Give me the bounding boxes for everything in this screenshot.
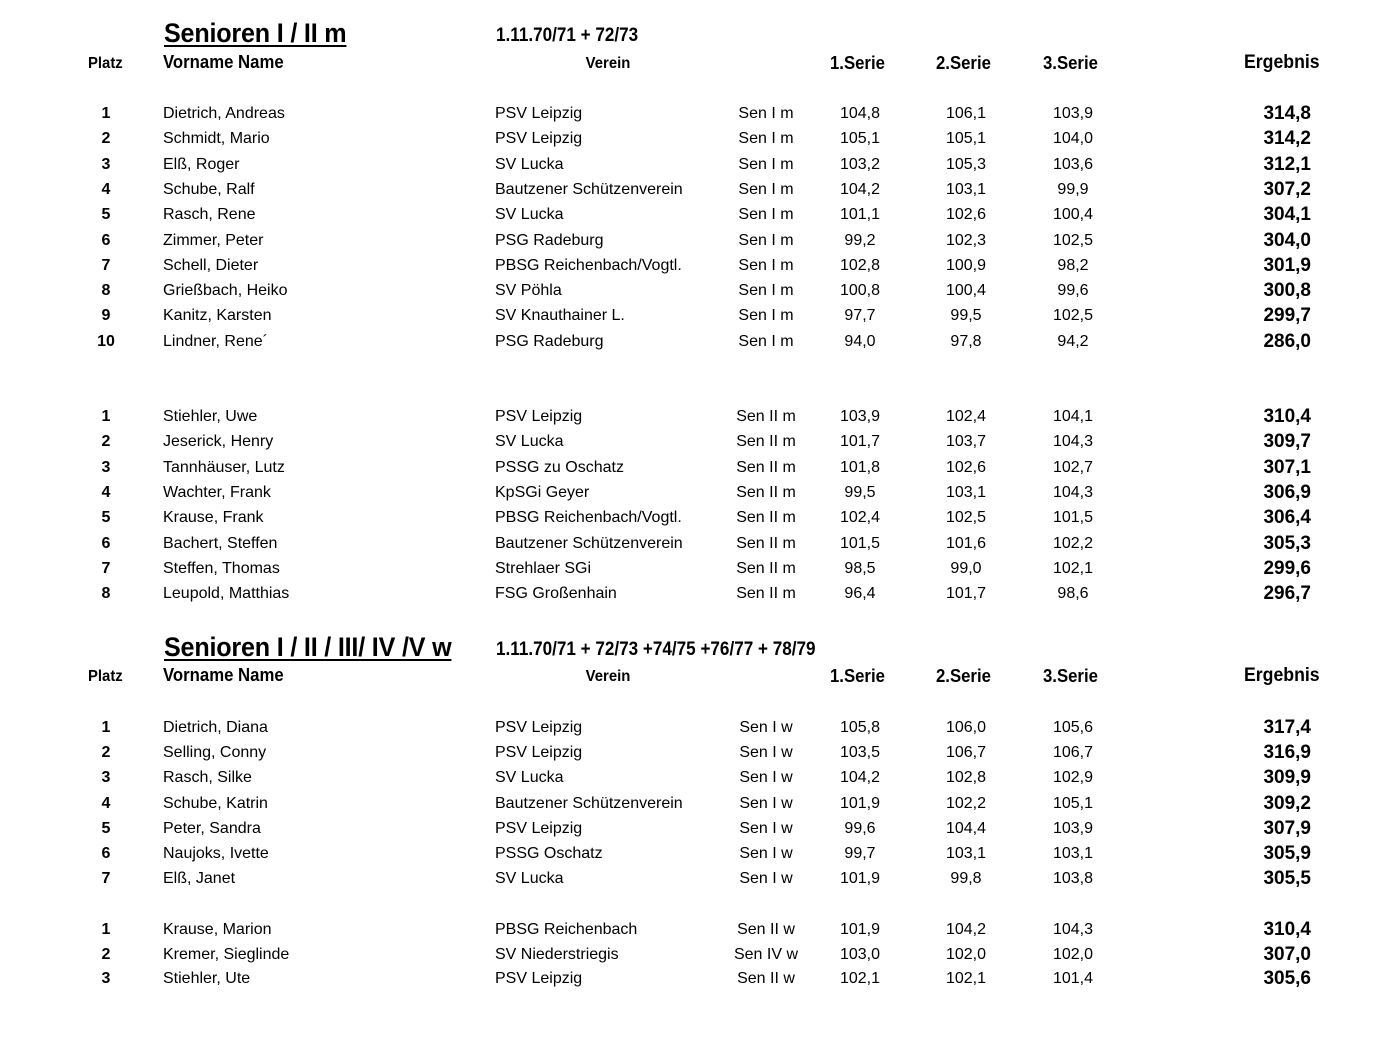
table-row xyxy=(0,582,1395,606)
serie-3-cell: 104,0 xyxy=(1052,130,1094,148)
result-cell: 309,9 xyxy=(1263,767,1311,789)
serie-1-cell: 101,9 xyxy=(839,870,881,888)
name-cell: Kanitz, Karsten xyxy=(163,307,272,325)
serie-1-cell: 104,8 xyxy=(839,105,881,122)
name-cell: Rasch, Rene xyxy=(163,206,256,224)
table-row xyxy=(0,102,1395,126)
serie-1-cell: 103,9 xyxy=(839,408,881,425)
rank-cell: 6 xyxy=(101,845,111,862)
club-cell: PSSG zu Oschatz xyxy=(495,458,624,476)
serie-2-cell: 103,7 xyxy=(945,433,987,451)
result-cell: 314,8 xyxy=(1263,103,1311,124)
name-cell: Schmidt, Mario xyxy=(163,130,270,148)
club-cell: PSV Leipzig xyxy=(495,970,583,987)
serie-2-cell: 105,3 xyxy=(945,155,987,173)
serie-1-cell: 99,5 xyxy=(844,483,876,501)
serie-3-cell: 104,3 xyxy=(1052,483,1094,501)
table-row xyxy=(0,842,1395,866)
club-cell: PSV Leipzig xyxy=(495,130,583,148)
club-cell: Strehlaer SGi xyxy=(495,559,592,577)
table-row xyxy=(0,430,1395,454)
table-row xyxy=(0,741,1395,765)
rank-cell: 10 xyxy=(97,332,115,350)
table-row xyxy=(0,532,1395,556)
result-cell: 304,1 xyxy=(1263,204,1311,226)
class-cell: Sen I w xyxy=(739,819,793,837)
class-cell: Sen II m xyxy=(736,483,796,501)
result-cell: 306,4 xyxy=(1263,507,1311,529)
serie-1-cell: 98,5 xyxy=(844,559,876,577)
name-cell: Krause, Frank xyxy=(163,509,264,527)
result-cell: 309,2 xyxy=(1263,792,1311,814)
serie-1-cell: 105,8 xyxy=(839,719,881,736)
table-row xyxy=(0,304,1395,328)
table-row xyxy=(0,456,1395,480)
club-cell: Bautzener Schützenverein xyxy=(495,534,683,552)
serie-2-cell: 99,5 xyxy=(950,307,982,325)
serie-2-cell: 102,4 xyxy=(945,408,987,425)
serie-2-cell: 97,8 xyxy=(950,332,982,350)
table-row xyxy=(0,867,1395,891)
rank-cell: 7 xyxy=(101,870,111,888)
table-row xyxy=(0,254,1395,278)
header-name: Vorname Name xyxy=(163,52,284,72)
name-cell: Tannhäuser, Lutz xyxy=(163,458,285,476)
result-cell: 299,6 xyxy=(1263,557,1311,579)
rank-cell: 2 xyxy=(101,433,111,451)
serie-2-cell: 103,1 xyxy=(945,483,987,501)
result-cell: 305,5 xyxy=(1263,868,1311,890)
table-row xyxy=(0,792,1395,816)
header-serie-2: 2.Serie xyxy=(936,666,991,686)
club-cell: PSG Radeburg xyxy=(495,332,604,350)
serie-2-cell: 104,2 xyxy=(945,921,987,938)
section-subtitle: 1.11.70/71 + 72/73 +74/75 +76/77 + 78/79 xyxy=(496,639,816,660)
club-cell: FSG Großenhain xyxy=(495,585,617,603)
serie-1-cell: 100,8 xyxy=(839,282,881,300)
result-cell: 310,4 xyxy=(1263,406,1311,427)
serie-3-cell: 104,3 xyxy=(1052,921,1094,938)
serie-1-cell: 97,7 xyxy=(844,307,876,325)
serie-2-cell: 100,4 xyxy=(945,282,987,300)
rank-cell: 7 xyxy=(101,256,111,274)
club-cell: SV Lucka xyxy=(495,155,564,173)
serie-1-cell: 101,1 xyxy=(839,206,881,224)
club-cell: SV Pöhla xyxy=(495,282,562,300)
result-cell: 305,9 xyxy=(1263,843,1311,864)
class-cell: Sen I m xyxy=(738,231,794,249)
header-ergebnis: Ergebnis xyxy=(1244,665,1320,686)
serie-1-cell: 103,5 xyxy=(839,744,881,762)
rank-cell: 1 xyxy=(101,719,111,736)
class-cell: Sen I w xyxy=(739,845,793,862)
name-cell: Dietrich, Andreas xyxy=(163,105,285,122)
serie-2-cell: 106,0 xyxy=(945,719,987,736)
name-cell: Peter, Sandra xyxy=(163,819,261,837)
serie-3-cell: 100,4 xyxy=(1052,206,1094,224)
serie-3-cell: 102,2 xyxy=(1052,534,1094,552)
club-cell: PSV Leipzig xyxy=(495,408,583,425)
serie-2-cell: 102,8 xyxy=(945,769,987,787)
class-cell: Sen II m xyxy=(736,433,796,451)
rank-cell: 2 xyxy=(101,130,111,148)
header-verein: Verein xyxy=(585,668,631,685)
serie-2-cell: 102,5 xyxy=(945,509,987,527)
rank-cell: 1 xyxy=(101,105,111,122)
name-cell: Bachert, Steffen xyxy=(163,534,278,552)
serie-3-cell: 102,5 xyxy=(1052,307,1094,325)
serie-3-cell: 101,5 xyxy=(1052,509,1094,527)
serie-1-cell: 103,2 xyxy=(839,155,881,173)
class-cell: Sen IV w xyxy=(733,945,799,963)
club-cell: SV Lucka xyxy=(495,769,564,787)
class-cell: Sen I m xyxy=(738,307,794,325)
serie-2-cell: 102,0 xyxy=(945,945,987,963)
serie-3-cell: 98,6 xyxy=(1057,585,1089,603)
class-cell: Sen I w xyxy=(739,719,793,736)
serie-3-cell: 99,6 xyxy=(1057,282,1089,300)
table-row xyxy=(0,330,1395,354)
serie-1-cell: 102,4 xyxy=(839,509,881,527)
name-cell: Schube, Katrin xyxy=(163,794,268,812)
serie-1-cell: 101,5 xyxy=(839,534,881,552)
name-cell: Elß, Janet xyxy=(163,870,236,888)
class-cell: Sen I m xyxy=(738,256,794,274)
result-cell: 305,6 xyxy=(1263,968,1311,989)
rank-cell: 7 xyxy=(101,559,111,577)
name-cell: Rasch, Silke xyxy=(163,769,252,787)
rank-cell: 3 xyxy=(101,970,111,987)
section-title: Senioren I / II / III/ IV /V w xyxy=(164,632,452,662)
serie-3-cell: 104,3 xyxy=(1052,433,1094,451)
table-row xyxy=(0,943,1395,967)
serie-1-cell: 96,4 xyxy=(844,585,876,603)
name-cell: Grießbach, Heiko xyxy=(163,282,288,300)
result-cell: 301,9 xyxy=(1263,254,1311,276)
serie-1-cell: 99,2 xyxy=(844,231,876,249)
class-cell: Sen I m xyxy=(738,155,794,173)
serie-1-cell: 99,7 xyxy=(844,845,876,862)
class-cell: Sen I m xyxy=(738,180,794,198)
name-cell: Krause, Marion xyxy=(163,921,272,938)
rank-cell: 4 xyxy=(101,483,111,501)
name-cell: Schell, Dieter xyxy=(163,256,259,274)
result-cell: 304,0 xyxy=(1263,229,1311,251)
serie-3-cell: 102,9 xyxy=(1052,769,1094,787)
serie-2-cell: 102,3 xyxy=(945,231,987,249)
club-cell: PSV Leipzig xyxy=(495,719,583,736)
result-cell: 312,1 xyxy=(1263,153,1311,175)
serie-2-cell: 106,1 xyxy=(945,105,987,122)
rank-cell: 5 xyxy=(101,509,111,527)
header-serie-1: 1.Serie xyxy=(830,666,885,686)
serie-3-cell: 103,9 xyxy=(1052,105,1094,122)
rank-cell: 3 xyxy=(101,769,111,787)
serie-3-cell: 105,1 xyxy=(1052,794,1094,812)
serie-1-cell: 101,8 xyxy=(839,458,881,476)
rank-cell: 6 xyxy=(101,534,111,552)
table-row xyxy=(0,279,1395,303)
name-cell: Leupold, Matthias xyxy=(163,585,290,603)
serie-2-cell: 102,2 xyxy=(945,794,987,812)
result-cell: 316,9 xyxy=(1263,742,1311,764)
serie-1-cell: 104,2 xyxy=(839,180,881,198)
serie-1-cell: 102,8 xyxy=(839,256,881,274)
class-cell: Sen I w xyxy=(739,769,793,787)
header-serie-2: 2.Serie xyxy=(936,53,991,73)
result-cell: 306,9 xyxy=(1263,481,1311,503)
section-subtitle: 1.11.70/71 + 72/73 xyxy=(496,25,639,46)
class-cell: Sen I m xyxy=(738,130,794,148)
serie-3-cell: 103,1 xyxy=(1052,845,1094,862)
rank-cell: 1 xyxy=(101,408,111,425)
header-serie-1: 1.Serie xyxy=(830,53,885,73)
serie-3-cell: 99,9 xyxy=(1057,180,1089,198)
club-cell: SV Niederstriegis xyxy=(495,945,619,963)
name-cell: Jeserick, Henry xyxy=(163,433,274,451)
table-row xyxy=(0,918,1395,942)
club-cell: PSG Radeburg xyxy=(495,231,604,249)
class-cell: Sen II m xyxy=(736,559,796,577)
class-cell: Sen I w xyxy=(739,744,793,762)
club-cell: PSSG Oschatz xyxy=(495,845,603,862)
name-cell: Lindner, Rene´ xyxy=(163,332,268,350)
name-cell: Elß, Roger xyxy=(163,155,240,173)
class-cell: Sen I m xyxy=(738,282,794,300)
class-cell: Sen II w xyxy=(737,970,795,987)
class-cell: Sen I m xyxy=(738,206,794,224)
name-cell: Stiehler, Uwe xyxy=(163,408,258,425)
club-cell: PSV Leipzig xyxy=(495,819,583,837)
table-row xyxy=(0,153,1395,177)
name-cell: Steffen, Thomas xyxy=(163,559,280,577)
club-cell: SV Knauthainer L. xyxy=(495,307,625,325)
serie-1-cell: 99,6 xyxy=(844,819,876,837)
rank-cell: 8 xyxy=(101,282,111,300)
result-cell: 300,8 xyxy=(1263,280,1311,302)
serie-3-cell: 94,2 xyxy=(1057,332,1089,350)
club-cell: SV Lucka xyxy=(495,206,564,224)
name-cell: Naujoks, Ivette xyxy=(163,845,269,862)
serie-1-cell: 101,7 xyxy=(839,433,881,451)
class-cell: Sen II m xyxy=(736,509,796,527)
serie-2-cell: 103,1 xyxy=(945,180,987,198)
result-cell: 305,3 xyxy=(1263,532,1311,554)
serie-3-cell: 105,6 xyxy=(1052,719,1094,736)
serie-2-cell: 102,6 xyxy=(945,206,987,224)
serie-3-cell: 106,7 xyxy=(1052,744,1094,762)
serie-3-cell: 101,4 xyxy=(1052,970,1094,987)
serie-3-cell: 103,8 xyxy=(1052,870,1094,888)
serie-2-cell: 104,4 xyxy=(945,819,987,837)
table-row xyxy=(0,817,1395,841)
header-platz: Platz xyxy=(88,668,123,685)
name-cell: Zimmer, Peter xyxy=(163,231,264,249)
serie-2-cell: 101,6 xyxy=(945,534,987,552)
serie-2-cell: 105,1 xyxy=(945,130,987,148)
rank-cell: 4 xyxy=(101,180,111,198)
rank-cell: 1 xyxy=(101,921,111,938)
serie-3-cell: 102,1 xyxy=(1052,559,1094,577)
table-row xyxy=(0,127,1395,151)
name-cell: Selling, Conny xyxy=(163,744,267,762)
table-row xyxy=(0,229,1395,253)
serie-2-cell: 99,0 xyxy=(950,559,982,577)
club-cell: PBSG Reichenbach xyxy=(495,921,638,938)
serie-2-cell: 99,8 xyxy=(950,870,982,888)
table-row xyxy=(0,506,1395,530)
serie-1-cell: 104,2 xyxy=(839,769,881,787)
table-row xyxy=(0,967,1395,991)
result-cell: 286,0 xyxy=(1263,330,1311,352)
rank-cell: 3 xyxy=(101,458,111,476)
rank-cell: 4 xyxy=(101,794,111,812)
class-cell: Sen I m xyxy=(738,105,794,122)
rank-cell: 3 xyxy=(101,155,111,173)
name-cell: Dietrich, Diana xyxy=(163,719,268,736)
club-cell: PSV Leipzig xyxy=(495,744,583,762)
club-cell: Bautzener Schützenverein xyxy=(495,180,683,198)
class-cell: Sen II m xyxy=(736,534,796,552)
result-cell: 299,7 xyxy=(1263,305,1311,327)
table-row xyxy=(0,557,1395,581)
result-cell: 307,1 xyxy=(1263,456,1311,478)
name-cell: Schube, Ralf xyxy=(163,180,255,198)
table-row xyxy=(0,405,1395,429)
header-platz: Platz xyxy=(88,55,123,72)
header-ergebnis: Ergebnis xyxy=(1244,52,1320,73)
club-cell: PSV Leipzig xyxy=(495,105,583,122)
name-cell: Stiehler, Ute xyxy=(163,970,251,987)
serie-3-cell: 102,0 xyxy=(1052,945,1094,963)
class-cell: Sen II m xyxy=(736,458,796,476)
serie-2-cell: 100,9 xyxy=(945,256,987,274)
club-cell: SV Lucka xyxy=(495,870,564,888)
table-row xyxy=(0,481,1395,505)
table-row xyxy=(0,766,1395,790)
club-cell: KpSGi Geyer xyxy=(495,483,590,501)
serie-3-cell: 103,6 xyxy=(1052,155,1094,173)
serie-1-cell: 103,0 xyxy=(839,945,881,963)
header-serie-3: 3.Serie xyxy=(1043,666,1098,686)
result-cell: 307,9 xyxy=(1263,817,1311,839)
serie-2-cell: 101,7 xyxy=(945,585,987,603)
club-cell: PBSG Reichenbach/Vogtl. xyxy=(495,256,682,274)
serie-1-cell: 105,1 xyxy=(839,130,881,148)
serie-3-cell: 104,1 xyxy=(1052,408,1094,425)
rank-cell: 9 xyxy=(101,307,111,325)
name-cell: Kremer, Sieglinde xyxy=(163,945,290,963)
serie-2-cell: 102,1 xyxy=(945,970,987,987)
class-cell: Sen I m xyxy=(738,332,794,350)
rank-cell: 5 xyxy=(101,819,111,837)
serie-3-cell: 98,2 xyxy=(1057,256,1089,274)
table-row xyxy=(0,716,1395,740)
serie-3-cell: 102,5 xyxy=(1052,231,1094,249)
result-cell: 307,0 xyxy=(1263,943,1311,965)
serie-1-cell: 101,9 xyxy=(839,921,881,938)
result-cell: 314,2 xyxy=(1263,128,1311,150)
rank-cell: 2 xyxy=(101,945,111,963)
header-name: Vorname Name xyxy=(163,665,284,685)
rank-cell: 8 xyxy=(101,585,111,603)
result-cell: 307,2 xyxy=(1263,178,1311,200)
table-row xyxy=(0,178,1395,202)
serie-3-cell: 103,9 xyxy=(1052,819,1094,837)
rank-cell: 6 xyxy=(101,231,111,249)
serie-2-cell: 106,7 xyxy=(945,744,987,762)
serie-2-cell: 102,6 xyxy=(945,458,987,476)
class-cell: Sen I w xyxy=(739,870,793,888)
rank-cell: 5 xyxy=(101,206,111,224)
club-cell: Bautzener Schützenverein xyxy=(495,794,683,812)
class-cell: Sen II m xyxy=(736,408,796,425)
result-cell: 296,7 xyxy=(1263,583,1311,605)
section-title: Senioren I / II m xyxy=(164,18,347,48)
serie-1-cell: 94,0 xyxy=(844,332,876,350)
class-cell: Sen II m xyxy=(736,585,796,603)
club-cell: SV Lucka xyxy=(495,433,564,451)
serie-1-cell: 102,1 xyxy=(839,970,881,987)
name-cell: Wachter, Frank xyxy=(163,483,271,501)
serie-2-cell: 103,1 xyxy=(945,845,987,862)
club-cell: PBSG Reichenbach/Vogtl. xyxy=(495,509,682,527)
header-serie-3: 3.Serie xyxy=(1043,53,1098,73)
result-cell: 309,7 xyxy=(1263,431,1311,453)
serie-3-cell: 102,7 xyxy=(1052,458,1094,476)
class-cell: Sen II w xyxy=(737,921,795,938)
rank-cell: 2 xyxy=(101,744,111,762)
serie-1-cell: 101,9 xyxy=(839,794,881,812)
header-verein: Verein xyxy=(585,55,631,72)
result-cell: 317,4 xyxy=(1263,717,1311,738)
result-cell: 310,4 xyxy=(1263,919,1311,940)
class-cell: Sen I w xyxy=(739,794,793,812)
table-row xyxy=(0,203,1395,227)
